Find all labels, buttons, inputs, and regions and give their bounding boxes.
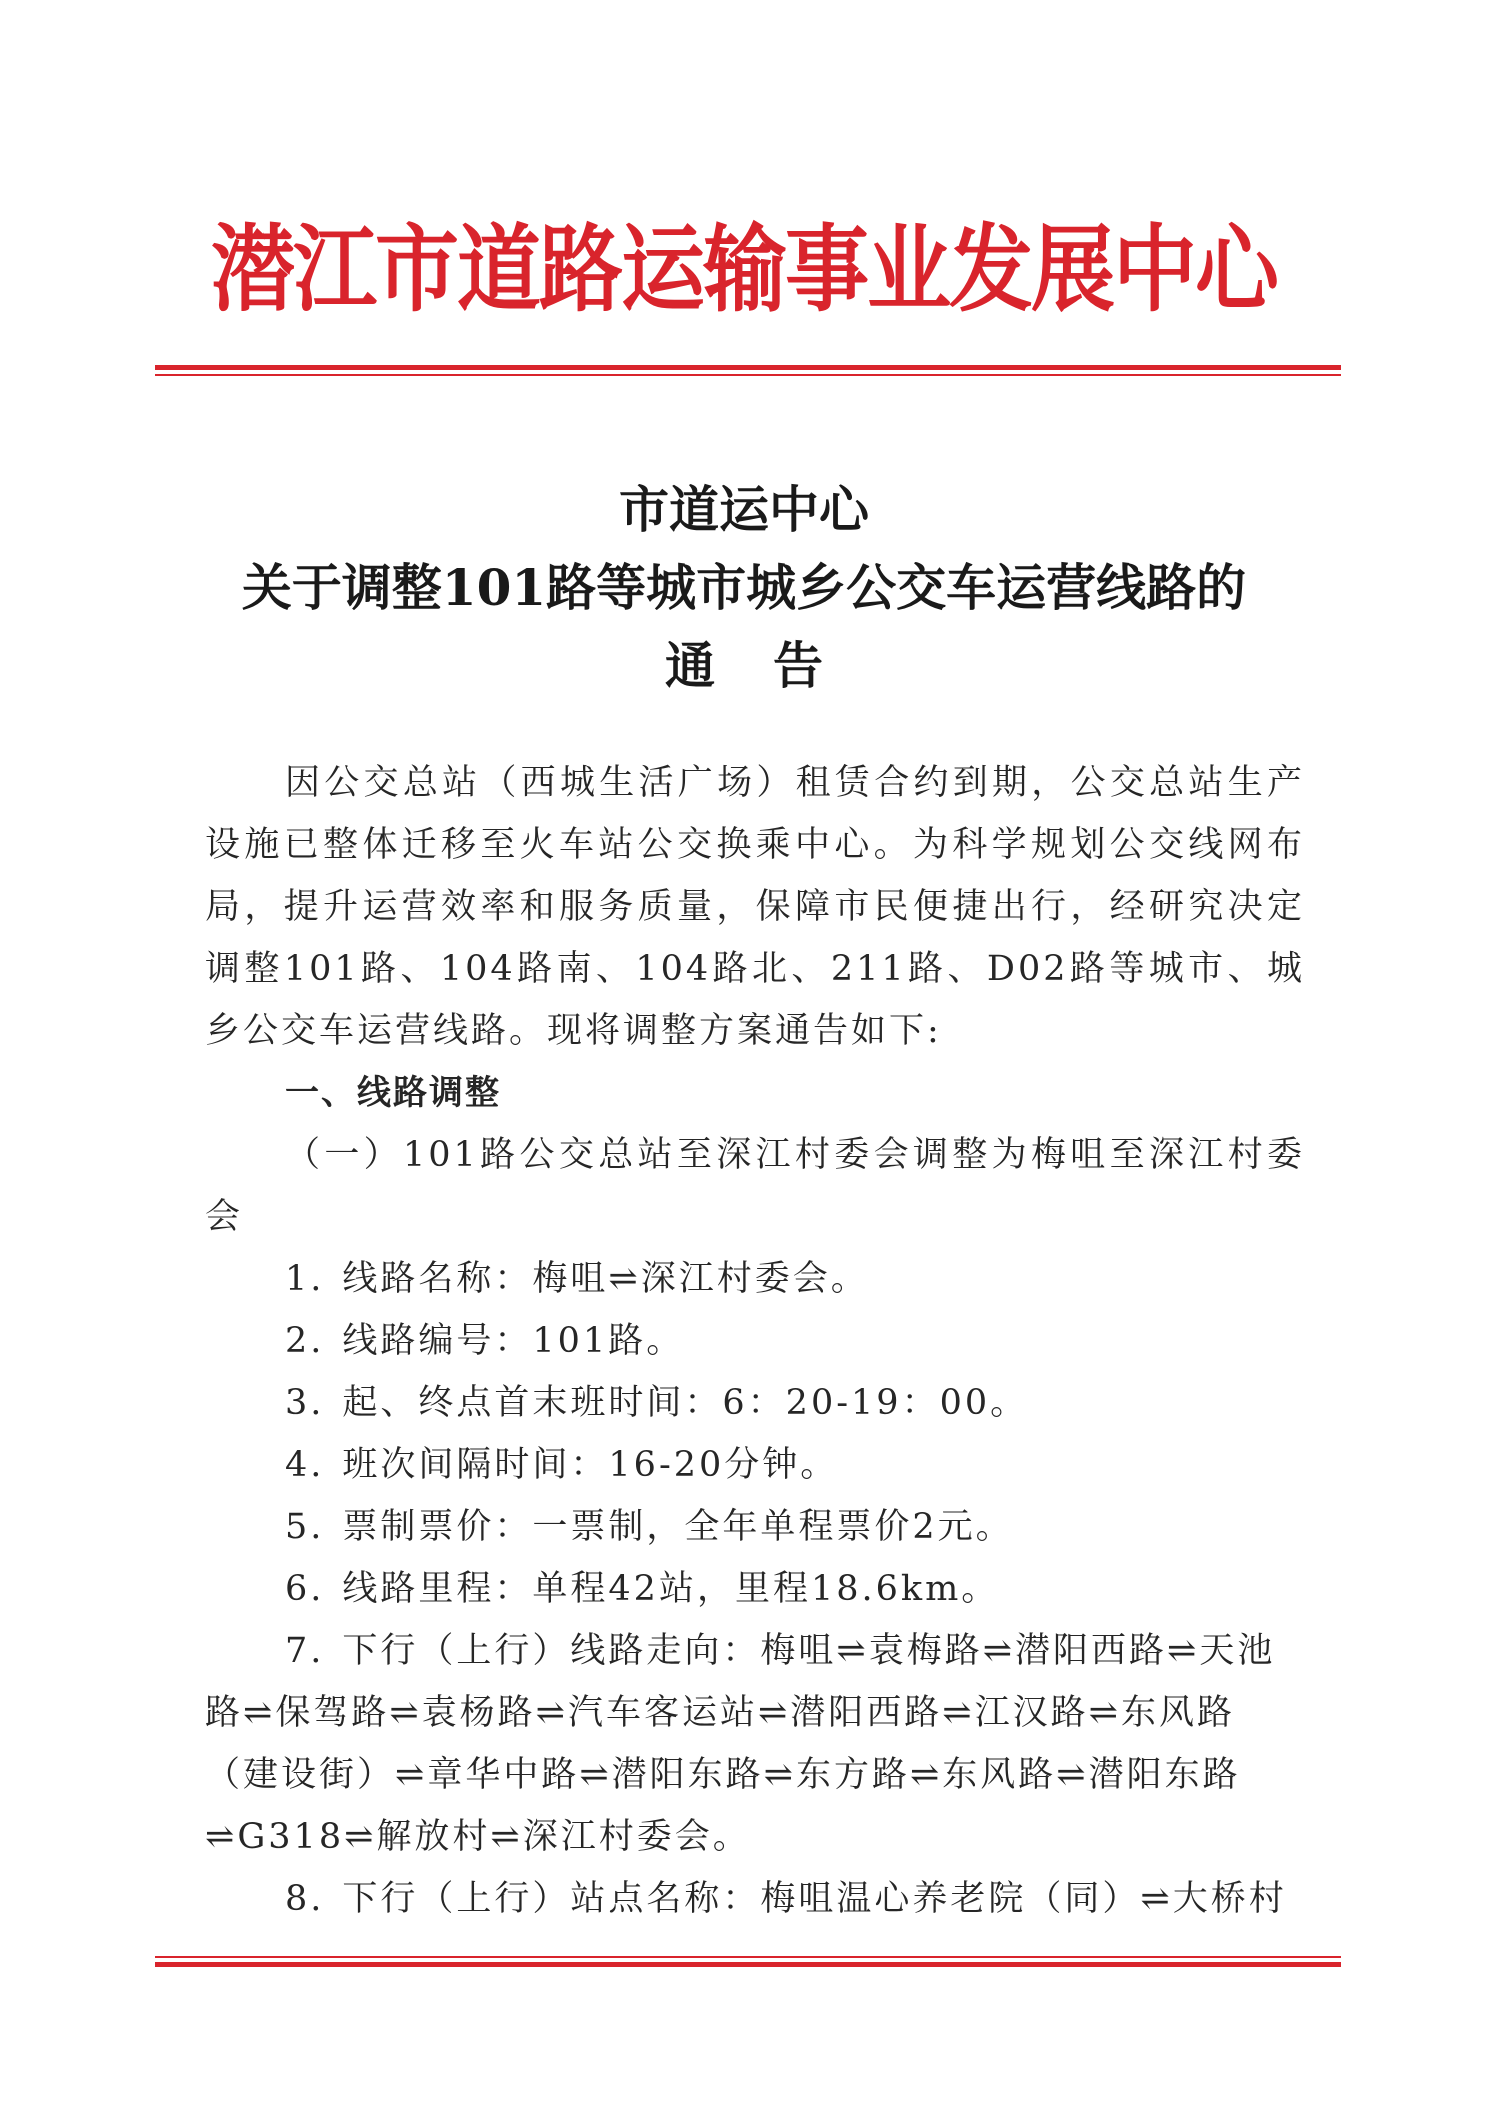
rule-thin-line [155, 1956, 1341, 1958]
rule-thick-line [155, 365, 1341, 370]
list-item: 2. 线路编号：101路。 [285, 1321, 685, 1361]
title-subject: 关于调整101路等城市城乡公交车运营线路的 [241, 558, 1247, 617]
document-body [205, 752, 1305, 1930]
subsection-heading-101: （一）101路公交总站至深江村委会调整为梅咀至深江村委会 [205, 1135, 1305, 1237]
section-heading-route-adjustment: 一、线路调整 [285, 1073, 501, 1113]
intro-paragraph: 因公交总站（西城生活广场）租赁合约到期，公交总站生产设施已整体迁移至火车站公交换乘中心。为科学规划公交线网布局，提升运营效率和服务质量，保障市民便捷出行，经研究决定调整101路、104路南、104路北、211路、D02路等城市、城乡公交车运营线路。现将调整方案通告如下: [205, 763, 1305, 1051]
title-doc-type: 通告 [665, 636, 881, 695]
title-issuer: 市道运中心 [619, 480, 869, 539]
rule-thick-line [155, 1962, 1341, 1967]
list-item: 5. 票制票价：一票制，全年单程票价2元。 [285, 1507, 1014, 1547]
list-item: 6. 线路里程：单程42站，里程18.6km。 [285, 1569, 1000, 1609]
rule-thin-line [155, 374, 1341, 376]
letterhead-rule [155, 365, 1341, 376]
letterhead-org-name: 潜江市道路运输事业发展中心 [210, 213, 1277, 325]
list-item: 4. 班次间隔时间：16-20分钟。 [285, 1445, 839, 1485]
footer-rule [155, 1956, 1341, 1967]
list-item: 1. 线路名称：梅咀⇌深江村委会。 [285, 1259, 869, 1299]
list-item: 3. 起、终点首末班时间：6：20-19：00。 [285, 1383, 1029, 1423]
list-item: 8. 下行（上行）站点名称：梅咀温心养老院（同）⇌大桥村 [285, 1879, 1287, 1919]
list-item: 7. 下行（上行）线路走向：梅咀⇌袁梅路⇌潜阳西路⇌天池路⇌保驾路⇌袁杨路⇌汽车客运站⇌潜阳西路⇌江汉路⇌东风路（建设街）⇌章华中路⇌潜阳东路⇌东方路⇌东风路⇌潜阳东路⇌G318⇌解放村⇌深江村委会。 [205, 1631, 1276, 1857]
